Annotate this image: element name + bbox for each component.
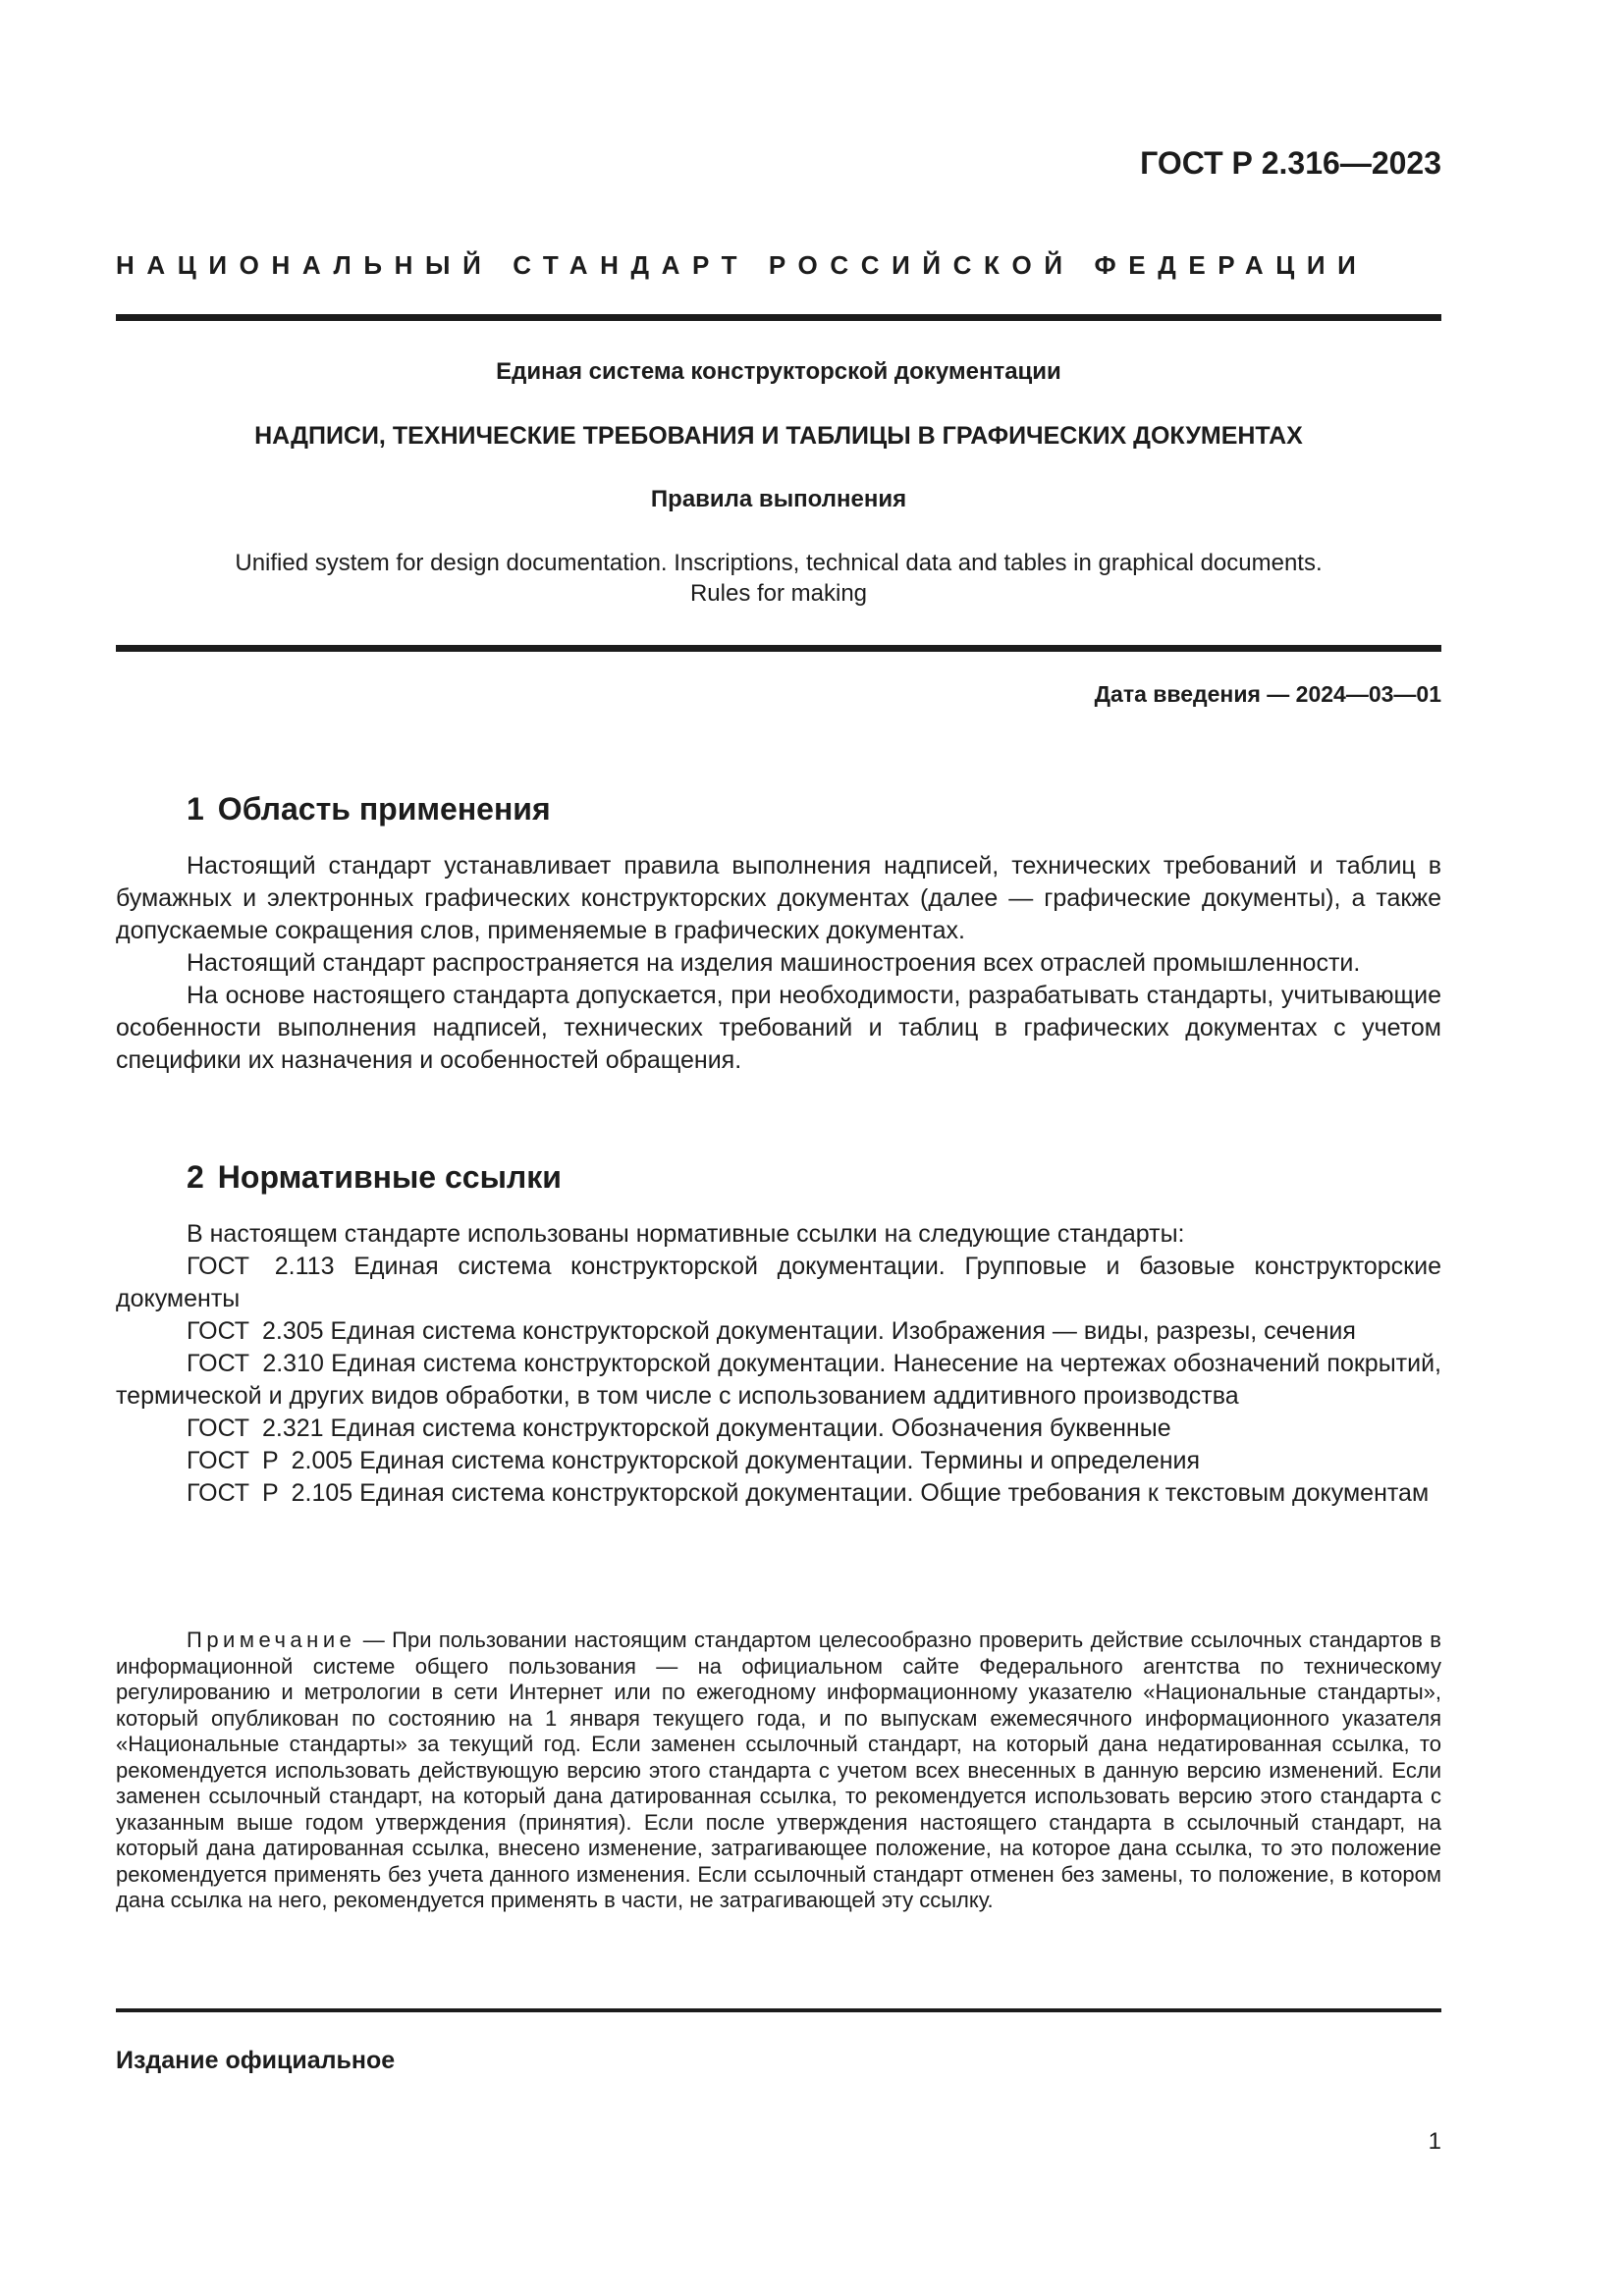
section-1-title: Область применения (217, 791, 551, 827)
english-title-line1: Unified system for design documentation. Inscriptions, technical data and tables in graphical documents. (235, 550, 1323, 576)
reference-title: Единая система конструкторской документации. Обозначения буквенные (330, 1415, 1171, 1442)
note-text: — При пользовании настоящим стандартом целесообразно проверить действие ссылочных стандартов в информационной системе общего пользования — на официальном сайте Федерального агентства по техническому регулированию и метрологии в сети Интернет или по ежегодному информационному указателю «Национальные стандарты», который опубликован по состоянию на 1 января текущего года, и по выпускам ежемесячного информационного указателя «Национальные стандарты» за текущий год. Если заменен ссылочный стандарт, на который дана недатированная ссылка, то рекомендуется использовать действующую версию этого стандарта с учетом всех внесенных в данную версию изменений. Если заменен ссылочный стандарт, на который дана датированная ссылка, то рекомендуется использовать версию этого стандарта с указанным выше годом утверждения (принятия). Если после утверждения настоящего стандарта в ссылочный стандарт, на который дана датированная ссылка, внесено изменение, затрагивающее положение, на которое дана ссылка, то это положение рекомендуется применять без учета данного изменения. Если ссылочный стандарт отменен без замены, то положение, в котором дана ссылка на него, рекомендуется применять в части, не затрагивающей эту ссылку. (116, 1628, 1441, 1912)
reference-code: ГОСТ Р 2.105 (187, 1479, 353, 1507)
reference-item (116, 1413, 1441, 1445)
note-label: Примечание (187, 1628, 356, 1652)
section-1-number: 1 (187, 791, 204, 827)
document-subtitle: Правила выполнения (650, 486, 907, 512)
section-2-number: 2 (187, 1159, 204, 1195)
section-2-body (116, 1218, 1441, 1510)
reference-item (116, 1251, 1441, 1315)
references-intro: В настоящем стандарте использованы нормативные ссылки на следующие стандарты: (187, 1220, 1185, 1248)
reference-item (116, 1348, 1441, 1413)
document-number: ГОСТ Р 2.316—2023 (1140, 145, 1441, 181)
reference-title: Единая система конструкторской документации. Изображения — виды, разрезы, сечения (330, 1317, 1356, 1345)
section-1-paragraph: Настоящий стандарт распространяется на изделия машиностроения всех отраслей промышленности. (187, 949, 1361, 977)
section-1-body (116, 850, 1441, 1077)
reference-title: Единая система конструкторской документации. Термины и определения (359, 1447, 1201, 1474)
references-note (116, 1628, 1441, 1914)
reference-code: ГОСТ Р 2.005 (187, 1447, 353, 1474)
title-divider (116, 645, 1441, 652)
section-1-paragraph: Настоящий стандарт устанавливает правила выполнения надписей, технических требований и таблиц в бумажных и электронных графических конструкторских документах (далее — графические документы), а также допускаемые сокращения слов, применяемые в графических документах. (116, 852, 1441, 944)
document-page (116, 0, 1441, 2296)
official-edition-label: Издание официальное (116, 2047, 396, 2074)
top-divider (116, 314, 1441, 321)
national-standard-banner: НАЦИОНАЛЬНЫЙ СТАНДАРТ РОССИЙСКОЙ ФЕДЕРАЦИИ (116, 250, 1369, 280)
effective-date: Дата введения — 2024—03—01 (1094, 681, 1441, 707)
reference-code: ГОСТ 2.113 (187, 1253, 335, 1280)
standard-series: Единая система конструкторской документации (496, 358, 1061, 385)
reference-code: ГОСТ 2.321 (187, 1415, 324, 1442)
reference-title: Единая система конструкторской документации. Нанесение на чертежах обозначений покрытий, термической и других видов обработки, в том числе с использованием аддитивного производства (116, 1350, 1441, 1410)
page-number: 1 (1428, 2128, 1441, 2155)
english-title-line2: Rules for making (689, 580, 868, 607)
reference-code: ГОСТ 2.305 (187, 1317, 324, 1345)
section-2-heading (187, 1159, 562, 1196)
reference-title: Единая система конструкторской документации. Групповые и базовые конструкторские документы (116, 1253, 1441, 1312)
document-title: НАДПИСИ, ТЕХНИЧЕСКИЕ ТРЕБОВАНИЯ И ТАБЛИЦЫ В ГРАФИЧЕСКИХ ДОКУМЕНТАХ (254, 422, 1303, 450)
reference-code: ГОСТ 2.310 (187, 1350, 324, 1377)
section-2-title: Нормативные ссылки (217, 1159, 562, 1195)
english-title (116, 548, 1441, 609)
reference-item (116, 1315, 1441, 1348)
footer-divider (116, 2008, 1441, 2012)
reference-title: Единая система конструкторской документации. Общие требования к текстовым документам (359, 1479, 1430, 1507)
section-1-paragraph: На основе настоящего стандарта допускается, при необходимости, разрабатывать стандарты, учитывающие особенности выполнения надписей, технических требований и таблиц в графических документах с учетом специфики их назначения и особенностей обращения. (116, 982, 1441, 1074)
reference-item (116, 1445, 1441, 1477)
section-1-heading (187, 791, 551, 828)
reference-item (116, 1477, 1441, 1510)
note-paragraph (116, 1628, 1441, 1914)
